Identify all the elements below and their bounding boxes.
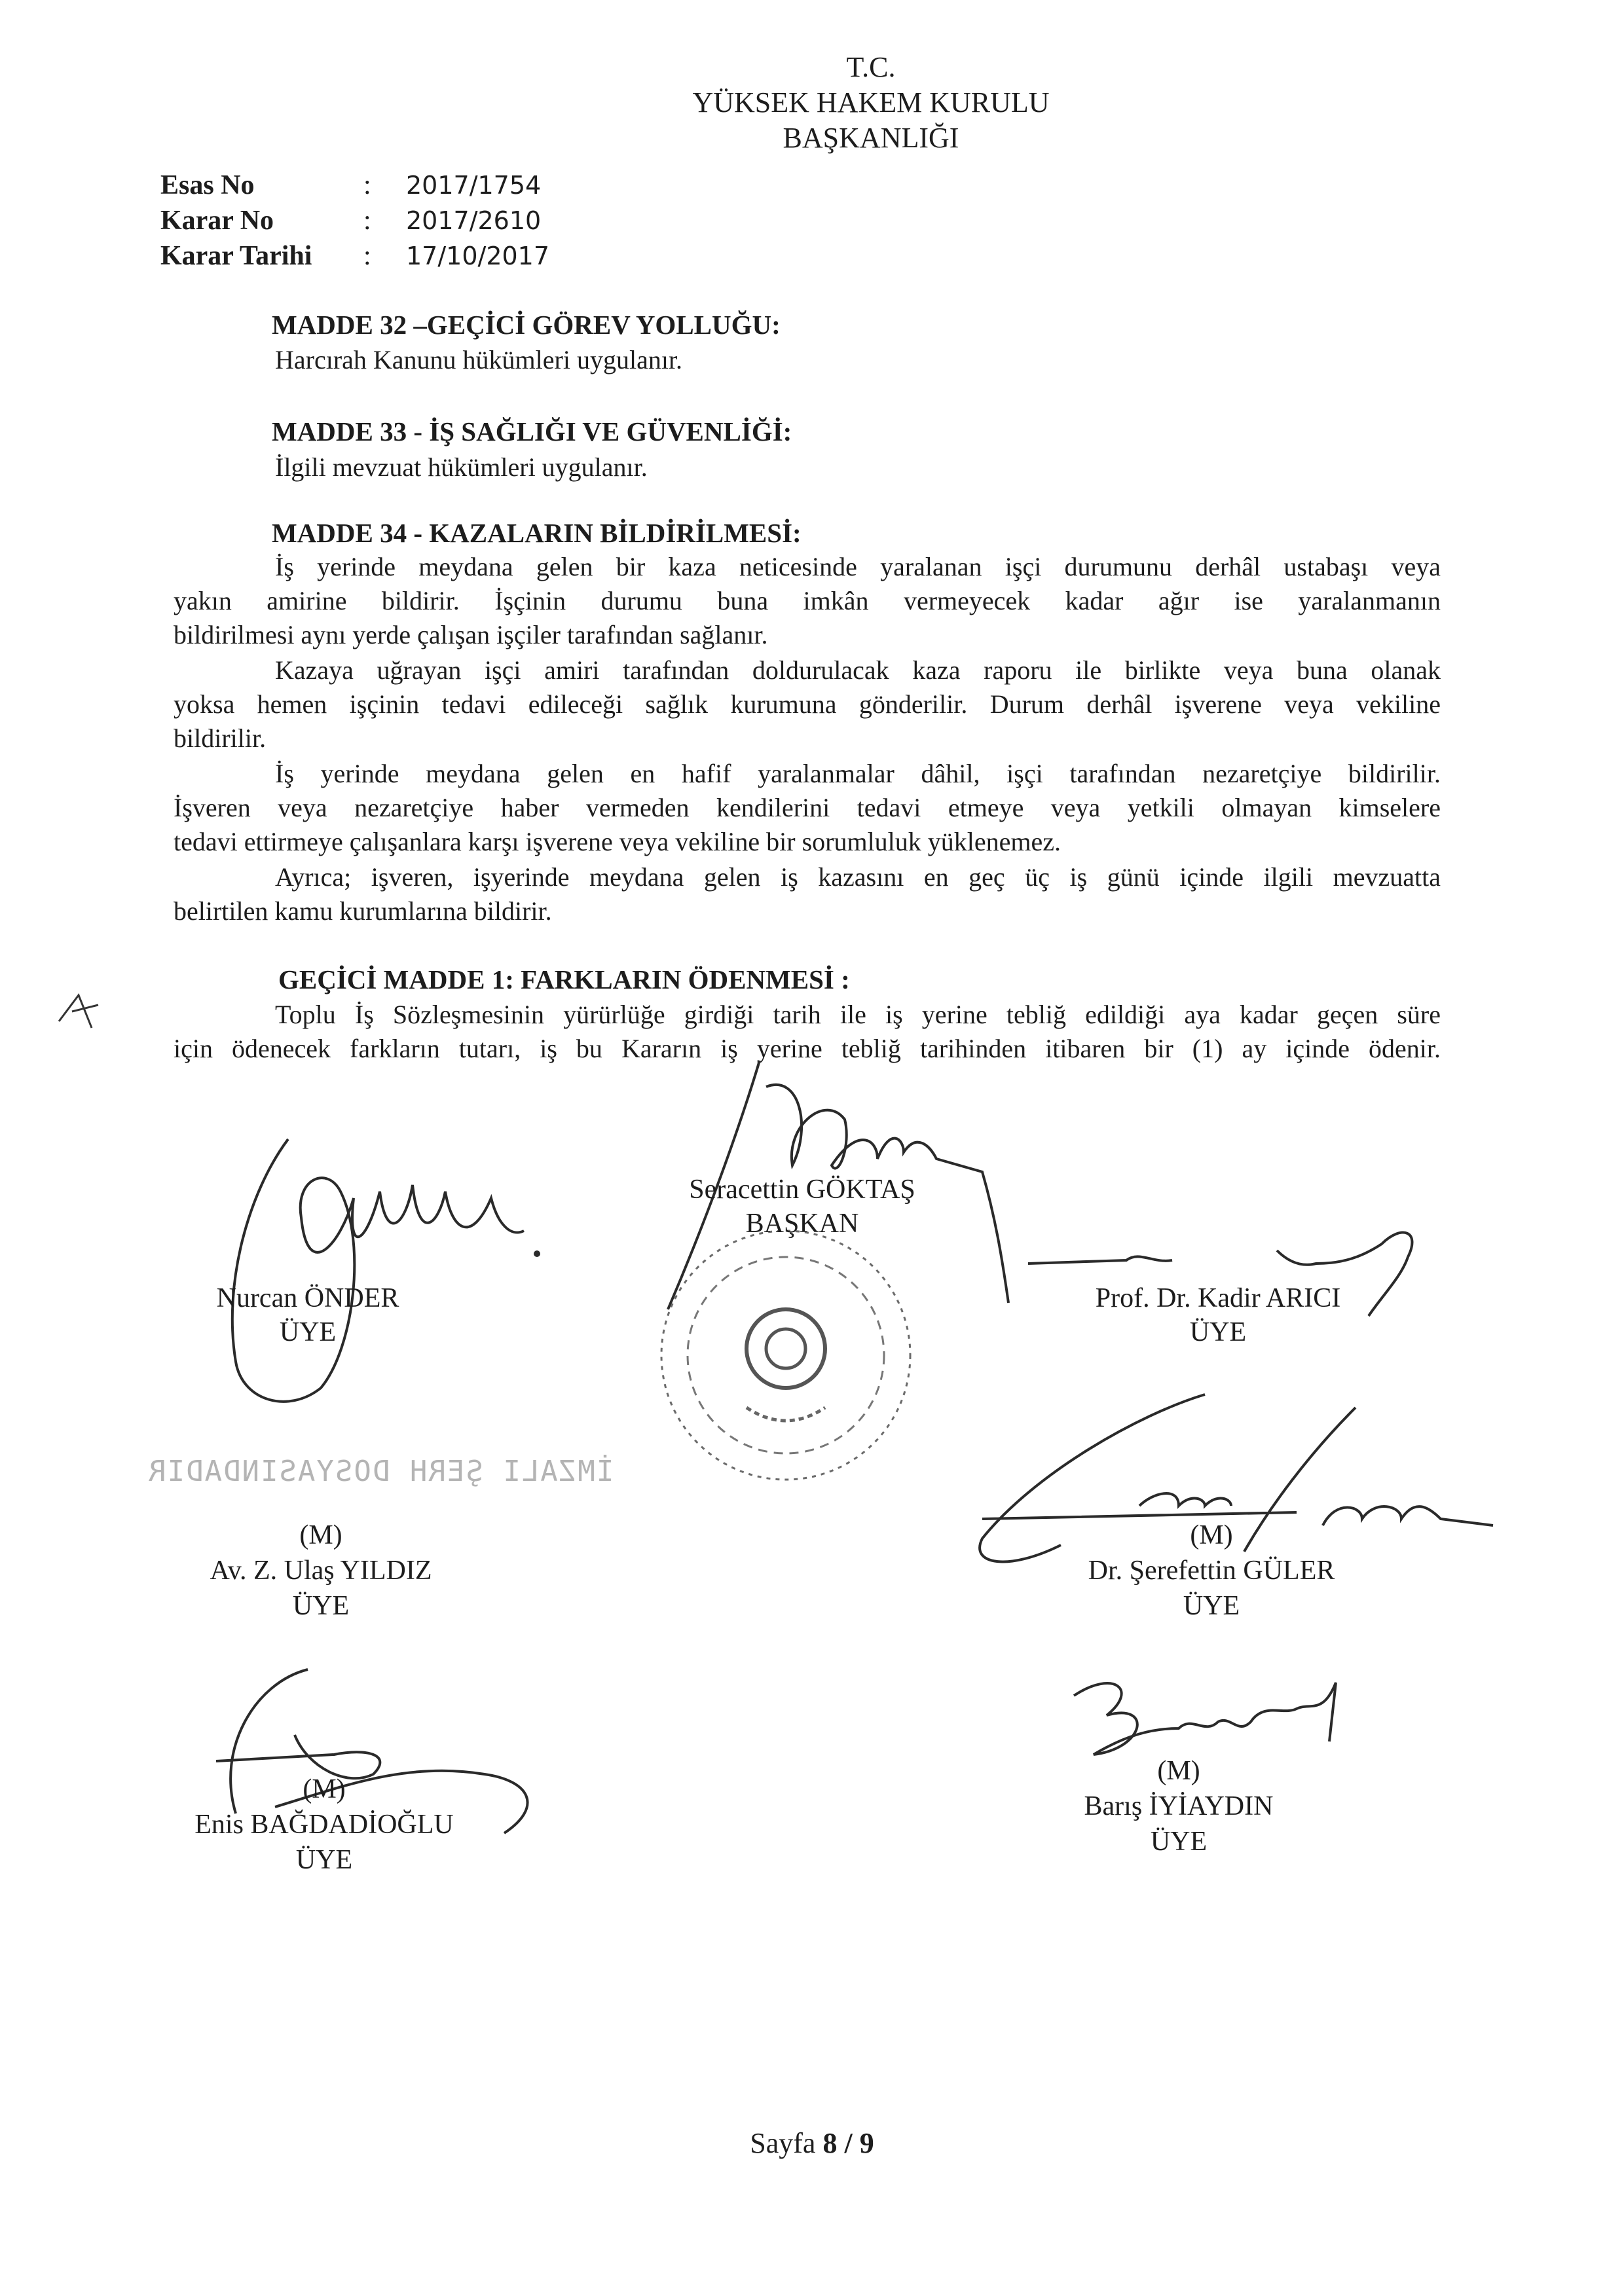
- section-text: Ayrıca; işveren, işyerinde meydana gelen iş kazasını en geç üç iş günü içinde ilgili mevzuatta: [275, 862, 1441, 892]
- signatory-name: Av. Z. Ulaş YILDIZ: [210, 1556, 432, 1586]
- signatory-guler: [1035, 1519, 1388, 1622]
- signatory-goktas: [655, 1173, 950, 1240]
- page-footer: [0, 2126, 1624, 2160]
- signatory-mark: (M): [1190, 1520, 1233, 1550]
- header-tc: T.C.: [846, 51, 896, 83]
- signatory-bagdadioglu: [170, 1773, 478, 1876]
- footer-current-page: 8: [822, 2127, 838, 2159]
- mirrored-stamp-text: İMZALI ŞERH DOSYASINDADIR: [147, 1455, 614, 1488]
- signatory-name: Enis BAĞDADİOĞLU: [194, 1810, 454, 1840]
- section-text: İşveren veya nezaretçiye haber vermeden kendilerini tedavi etmeye veya yetkili olmayan kimselere: [174, 793, 1441, 822]
- signatory-mark: (M): [303, 1774, 346, 1804]
- section-text: yakın amirine bildirir. İşçinin durumu buna imkân vermeyecek kadar ağır ise yaralanmanın: [174, 586, 1441, 615]
- section-text: bildirilir.: [174, 723, 267, 753]
- footer-separator: /: [844, 2127, 853, 2159]
- signatory-name: Nurcan ÖNDER: [216, 1283, 399, 1313]
- signatory-role: ÜYE: [295, 1845, 353, 1875]
- signatory-name: Dr. Şerefettin GÜLER: [1088, 1556, 1335, 1586]
- section-text: bildirilmesi aynı yerde çalışan işçiler tarafından sağlanır.: [174, 620, 768, 649]
- signature-onder: [170, 1113, 550, 1427]
- section-text: için ödenecek farkların tutarı, iş bu Kararın iş yerine tebliğ tarihinden itibaren bir (1) ay içinde ödenir.: [174, 1034, 1441, 1063]
- signatory-role: ÜYE: [292, 1591, 350, 1621]
- signatory-name: Prof. Dr. Kadir ARICI: [1095, 1283, 1341, 1313]
- margin-initial-mark: [52, 975, 105, 1034]
- signatory-mark: (M): [299, 1520, 342, 1550]
- meta-colon: :: [363, 241, 371, 271]
- section-heading-m34: MADDE 34 - KAZALARIN BİLDİRİLMESİ:: [272, 518, 802, 548]
- header-institution: YÜKSEK HAKEM KURULU: [692, 86, 1050, 118]
- meta-label: Karar No: [160, 206, 274, 236]
- section-text: Toplu İş Sözleşmesinin yürürlüğe girdiği tarih ile iş yerine tebliğ edildiği aya kadar geçen süre: [275, 1000, 1441, 1029]
- signatory-yildiz: [170, 1519, 471, 1622]
- meta-value: 2017/2610: [406, 206, 542, 235]
- signatory-role: ÜYE: [1189, 1317, 1247, 1347]
- signatory-arici: [1035, 1282, 1401, 1349]
- section-text: Harcırah Kanunu hükümleri uygulanır.: [275, 345, 683, 374]
- section-text: tedavi ettirmeye çalışanlara karşı işverene veya vekiline bir sorumluluk yüklenemez.: [174, 827, 1061, 856]
- signatory-role: ÜYE: [1183, 1591, 1240, 1621]
- section-text: İlgili mevzuat hükümleri uygulanır.: [275, 452, 648, 482]
- section-text: Kazaya uğrayan işçi amiri tarafından doldurulacak kaza raporu ile birlikte veya buna olanak: [275, 655, 1441, 685]
- signatory-iyiaydin: [1048, 1755, 1310, 1858]
- meta-label: Karar Tarihi: [160, 241, 312, 271]
- section-text: belirtilen kamu kurumlarına bildirir.: [174, 896, 552, 926]
- meta-colon: :: [363, 206, 371, 236]
- signatory-name: Barış İYİAYDIN: [1084, 1791, 1274, 1821]
- section-heading-g1: GEÇİCİ MADDE 1: FARKLARIN ÖDENMESİ :: [278, 964, 850, 994]
- section-heading-m32: MADDE 32 –GEÇİCİ GÖREV YOLLUĞU:: [272, 310, 781, 340]
- meta-value: 17/10/2017: [406, 242, 550, 270]
- meta-colon: :: [363, 170, 371, 200]
- section-text: yoksa hemen işçinin tedavi edileceği sağlık kurumuna gönderilir. Durum derhâl işverene veya vekiline: [174, 689, 1441, 719]
- official-seal: [648, 1218, 923, 1493]
- signatory-mark: (M): [1157, 1756, 1200, 1786]
- section-heading-m33: MADDE 33 - İŞ SAĞLIĞI VE GÜVENLİĞİ:: [272, 416, 792, 446]
- signatory-onder: [170, 1282, 445, 1349]
- section-text: İş yerinde meydana gelen en hafif yaralanmalar dâhil, işçi tarafından nezaretçiye bildirilir.: [275, 759, 1441, 788]
- meta-label: Esas No: [160, 170, 255, 200]
- section-text: İş yerinde meydana gelen bir kaza neticesinde yaralanan işçi durumunu derhâl ustabaşı veya: [275, 552, 1441, 581]
- signatory-role: ÜYE: [1150, 1827, 1208, 1857]
- meta-value: 2017/1754: [406, 171, 542, 200]
- header-presidency: BAŞKANLIĞI: [783, 122, 959, 154]
- footer-prefix: Sayfa: [750, 2127, 816, 2159]
- signatory-role: ÜYE: [279, 1317, 337, 1347]
- signatory-role: BAŞKAN: [745, 1209, 859, 1239]
- footer-total-pages: 9: [859, 2127, 874, 2159]
- signatory-name: Seracettin GÖKTAŞ: [689, 1175, 915, 1205]
